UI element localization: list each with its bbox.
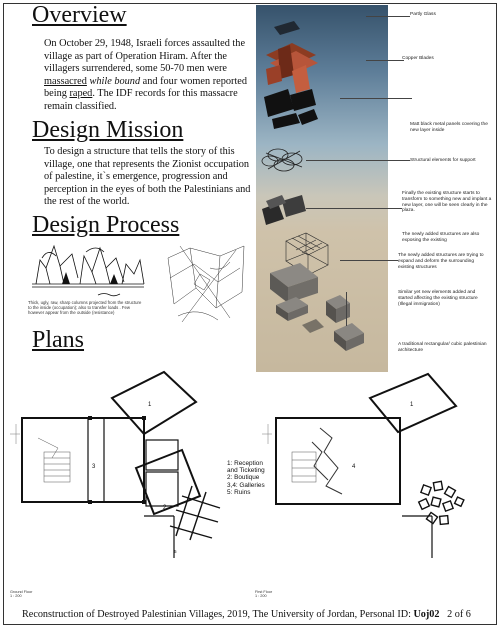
legend-item: 1: Reception: [227, 460, 263, 467]
personal-id: Uoj02: [413, 609, 440, 620]
overview-text: On October 29, 1948, Israeli forces assaulted the village as part of Operation Hiram. After the villagers surrendered, some 50-70 men were massacred while bound and four women reported being raped. The IDF records for this massacre remain classified.: [44, 38, 248, 112]
note-partly-glass: Partly Glass: [410, 12, 436, 17]
leader-line: [306, 160, 410, 161]
room-number: 1: [148, 402, 152, 408]
leader-line: [340, 260, 398, 261]
overview-heading: Overview: [32, 2, 127, 28]
legend-item: and Ticketing: [227, 467, 265, 475]
ground-floor-label: Ground Floor 1 : 200: [10, 590, 33, 599]
first-floor-plan: [252, 368, 478, 604]
legend-item: 5: Ruins: [227, 488, 251, 496]
room-number: 5: [174, 549, 177, 554]
room-number: 3: [92, 464, 96, 470]
note-structural: Structural elements for support: [410, 158, 476, 163]
copper-blades: [266, 43, 318, 93]
design-process-heading: Design Process: [32, 212, 180, 238]
plans-heading: Plans: [32, 327, 85, 353]
leader-line: [346, 292, 347, 326]
note-transform: Finally the existing structure starts to transform to something new and implant a new layer, one will be seen clearly in the plaza.: [402, 191, 492, 214]
note-expand: The newly added structures are trying to expand and deform the surrounding existing structures: [398, 253, 484, 270]
leader-line: [366, 16, 410, 17]
leader-line: [306, 208, 402, 209]
room-number: 4: [352, 464, 356, 470]
page-number: 2 of 6: [447, 609, 471, 620]
note-copper-blades: Copper Blades: [402, 56, 434, 61]
design-mission-text: To design a structure that tells the story of this village, one that represents the Zionist occupation of palestine, it`s emergence, progression and perception in the eyes of both the Palestinians and the rest of the world.: [44, 146, 251, 208]
raped-word: raped: [69, 88, 93, 100]
section-sketch: [26, 238, 152, 302]
note-similar-new: Similar yet new elements added and started affecting the existing structure (Illegal immigration): [398, 290, 478, 307]
leader-line: [340, 98, 412, 99]
massing-sketch: [160, 238, 252, 330]
design-mission-heading: Design Mission: [32, 117, 184, 143]
legend-item: 3,4: Galleries: [227, 481, 265, 489]
note-black-panels: Matt black metal panels covering the new layer inside: [410, 122, 488, 133]
sketch-caption: Thick, ugly, raw, sharp columns projected from the structure to the inside (occupation); also to transfer loads . Few however appear from the outside (resistance): [28, 300, 142, 316]
footer: Reconstruction of Destroyed Palestinian Villages, 2019, The University of Jordan, Personal ID: Uoj02 2 of 6: [22, 609, 471, 620]
leader-line: [366, 60, 404, 61]
room-number: 2: [163, 505, 167, 511]
room-number: 1: [410, 402, 414, 408]
legend-item: 2: Boutique: [227, 474, 260, 482]
note-exposing: The newly added structures are also exposing the existing: [402, 232, 480, 243]
massacred-word: massacred: [44, 75, 87, 87]
first-floor-label: First Floor 1 : 200: [255, 590, 273, 599]
ground-floor-plan: [4, 368, 230, 604]
note-traditional: A traditional rectangular/ cubic palestinian architecture: [398, 342, 487, 353]
